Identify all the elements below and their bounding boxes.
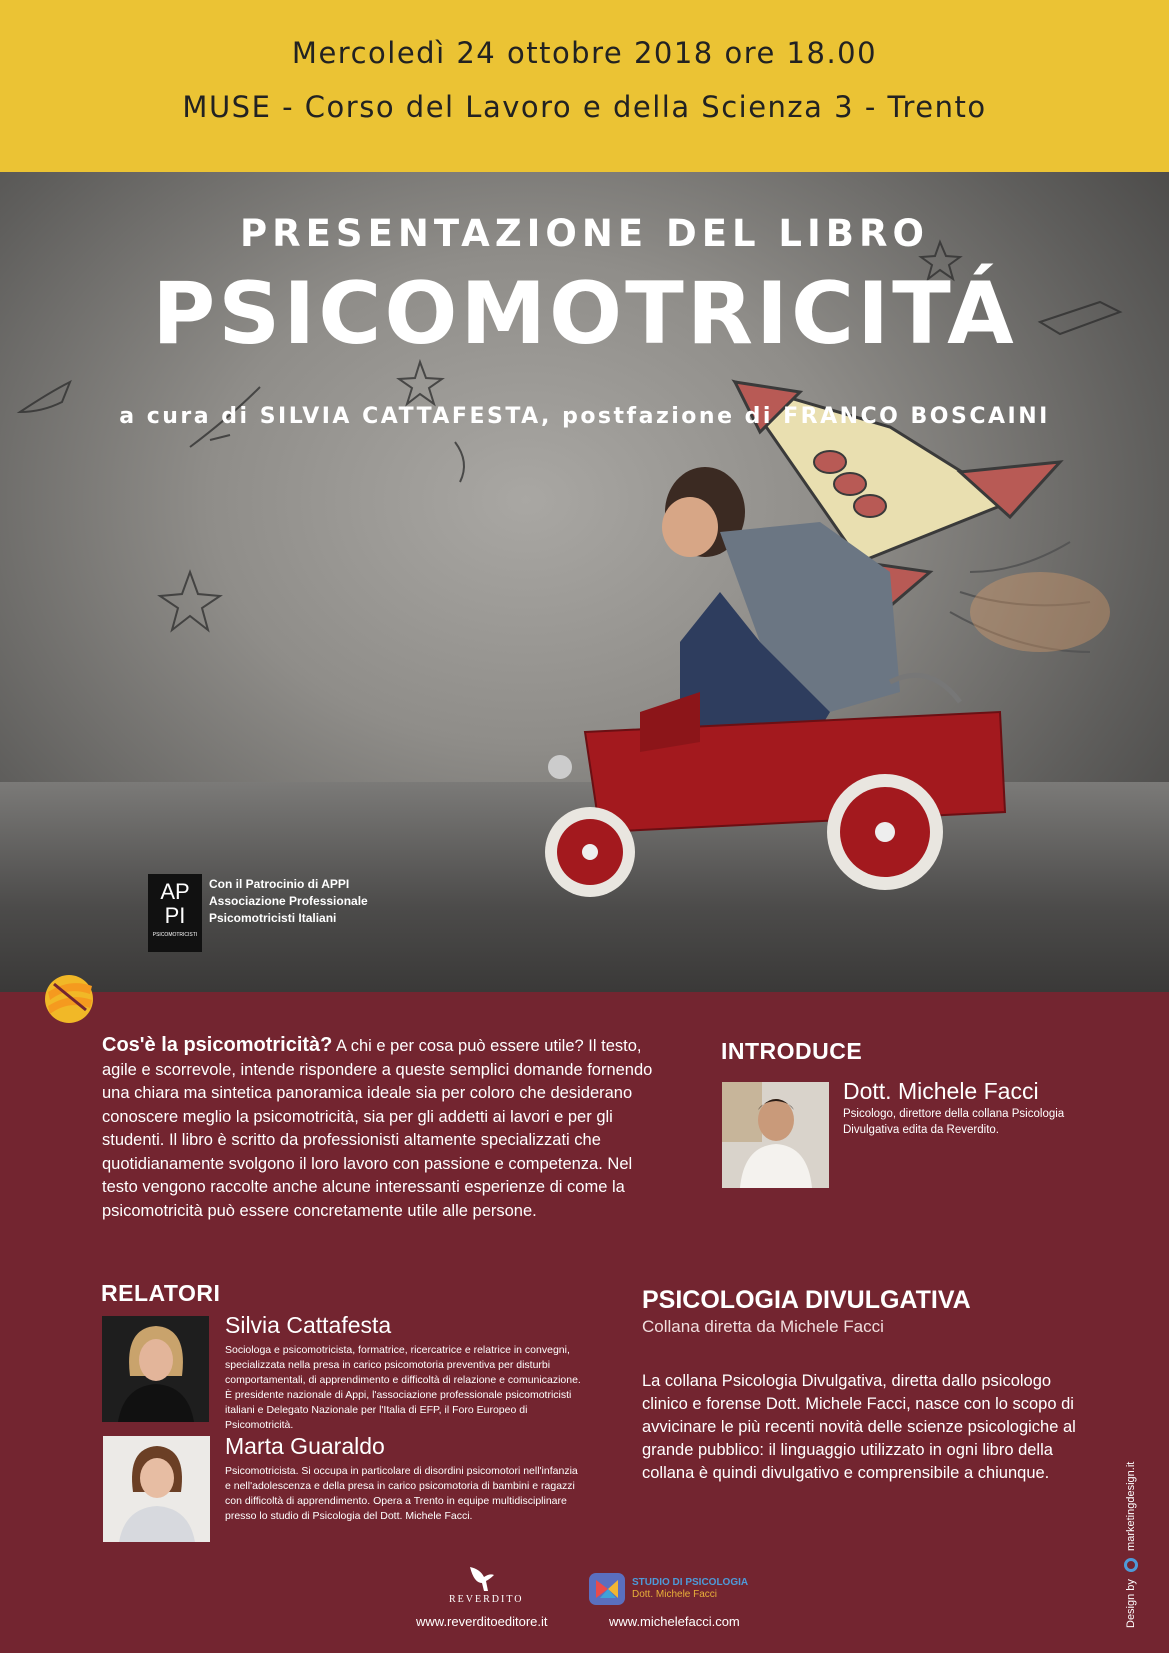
event-venue: MUSE - Corso del Lavoro e della Scienza 3 - Trento bbox=[182, 90, 987, 124]
studio-logo-icon bbox=[588, 1572, 626, 1606]
intro-text: A chi e per cosa può essere utile? Il testo, agile e scorrevole, intende rispondere a queste semplici domande fornendo una chiara ma sintetica panoramica ideale sia per coloro che desiderano conoscere meglio la psicomotricità, sia per gli addetti ai lavori e per gli studenti. Il libro è scritto da professionisti altamente specializzati che quotidianamente svolgono il loro lavoro con passione e competenza. Nel testo vengono raccolte anche alcune interessanti esperienze di come la psicomotricità può essere concretamente utile alle persone. bbox=[102, 1037, 653, 1220]
reverdito-link[interactable]: www.reverditoeditore.it bbox=[416, 1614, 548, 1629]
introducer-name: Dott. Michele Facci bbox=[843, 1078, 1039, 1104]
design-by-label: Design by bbox=[1124, 1579, 1137, 1628]
collana-description: La collana Psicologia Divulgativa, diretta dallo psicologo clinico e forense Dott. Michele Facci, nasce con lo scopo di avvicinare le più recenti novità delle scienze psicologiche al grande pubblico: il linguaggio utilizzato in ogni libro della collana è quindi divulgativo e comprensibile a chiunque. bbox=[642, 1372, 1076, 1482]
hero-image bbox=[0, 172, 1169, 992]
introducer-bio: Psicologo, direttore della collana Psicologia Divulgativa edita da Reverdito. bbox=[843, 1108, 1065, 1136]
doodle-star bbox=[160, 572, 220, 630]
intro-paragraph bbox=[102, 1034, 662, 1223]
book-title: PSICOMOTRICITÁ bbox=[152, 264, 1017, 364]
relatore-name: Marta Guaraldo bbox=[225, 1433, 385, 1459]
book-byline: a cura di SILVIA CATTAFESTA, postfazione di FRANCO BOSCAINI bbox=[119, 404, 1050, 429]
marta-guaraldo-photo bbox=[103, 1436, 210, 1542]
patronage-line: Con il Patrocinio di APPI bbox=[209, 877, 350, 891]
collana-subtitle: Collana diretta da Michele Facci bbox=[642, 1317, 884, 1336]
patronage-line: Psicomotricisti Italiani bbox=[209, 911, 337, 925]
intro-lead: Cos'è la psicomotricità? bbox=[102, 1034, 333, 1056]
design-credit bbox=[1124, 1462, 1138, 1628]
collana-badge-icon bbox=[40, 970, 98, 1028]
silvia-cattafesta-photo bbox=[102, 1316, 209, 1422]
michele-facci-photo bbox=[722, 1082, 829, 1188]
event-date: Mercoledì 24 ottobre 2018 ore 18.00 bbox=[291, 36, 878, 70]
appi-logo-bottom: PI bbox=[164, 903, 186, 928]
relatori-heading: RELATORI bbox=[101, 1280, 221, 1306]
relatore-name: Silvia Cattafesta bbox=[225, 1312, 392, 1338]
doodle-mark bbox=[455, 442, 464, 482]
studio-line1: STUDIO DI PSICOLOGIA bbox=[632, 1577, 749, 1588]
doodle-star bbox=[399, 362, 442, 404]
studio-line2: Dott. Michele Facci bbox=[632, 1589, 718, 1600]
hero-kicker: PRESENTAZIONE DEL LIBRO bbox=[240, 212, 929, 255]
studio-logo-text bbox=[632, 1577, 748, 1601]
marketingdesign-logo-icon bbox=[1124, 1558, 1138, 1572]
relatore-bio: Sociologa e psicomotricista, formatrice, ricercatrice e relatrice in convegni, specializzata nella presa in carico psicomotoria preventiva per disturbi comportamentali, di apprendimento e difficoltà di relazione e comunicazione. È presidente nazionale di Appi, l'associazione professionale psicomotricisti italiani e Delegato Nazionale per l'Italia di EFP, il Foro Europeo di Psicomotricità. bbox=[225, 1344, 581, 1431]
patronage-text bbox=[209, 876, 368, 927]
event-info-band bbox=[0, 0, 1169, 172]
introduce-heading: INTRODUCE bbox=[721, 1038, 863, 1064]
collana-title: PSICOLOGIA DIVULGATIVA bbox=[642, 1286, 971, 1314]
appi-logo-small: PSICOMOTRICISTI bbox=[152, 932, 198, 938]
reverdito-logo-text: REVERDITO bbox=[449, 1594, 524, 1605]
patronage-line: Associazione Professionale bbox=[209, 894, 368, 908]
appi-logo-top: AP bbox=[160, 879, 190, 904]
appi-logo bbox=[148, 874, 202, 952]
design-brand: marketingdesign.it bbox=[1124, 1461, 1137, 1551]
relatore-bio: Psicomotricista. Si occupa in particolare di disordini psicomotori nell'infanzia e nell'adolescenza e della presa in carico psicomotoria di bambini e ragazzi con difficoltà di apprendimento. Opera a Trento in equipe multidisciplinare presso lo studio di Psicologia del Dott. Michele Facci. bbox=[225, 1465, 578, 1522]
reverdito-bird-icon bbox=[466, 1563, 498, 1593]
studio-link[interactable]: www.michelefacci.com bbox=[609, 1614, 740, 1629]
